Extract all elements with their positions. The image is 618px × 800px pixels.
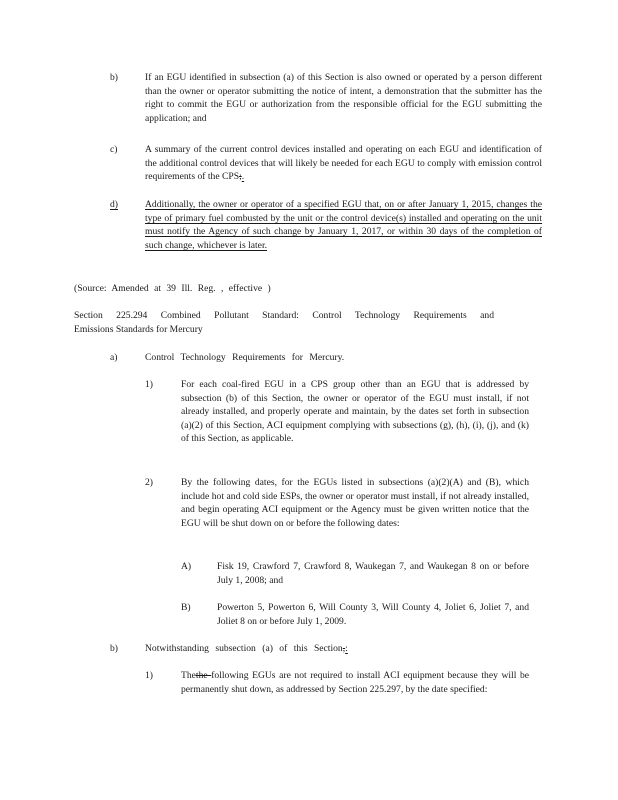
subsection-a-2-A-label: A) xyxy=(181,561,192,572)
item-d-label: d) xyxy=(110,199,118,210)
subsection-a-2-B-label: B) xyxy=(181,602,191,613)
subsection-a-2-text: By the following dates, for the EGUs listed in subsections (a)(2)(A) and (B), which include hot and cold side ESPs, the owner or operator must install, if not already installed, and begin operating ACI equipment or the Agency must be given written notice that the EGU will be shut down on or before the following dates: xyxy=(181,477,529,529)
section-heading-line-2: Emissions Standards for Mercury xyxy=(74,323,203,335)
subsection-b-heading xyxy=(145,642,445,656)
item-c-text xyxy=(145,143,542,184)
section-heading-line-1: Section 225.294 Combined Pollutant Standard: Control Technology Requirements and xyxy=(74,310,494,321)
item-c-inserted-text: . xyxy=(241,171,245,183)
item-c-deleted-text: ; xyxy=(239,171,242,183)
item-b-label: b) xyxy=(110,72,118,83)
subsection-a-1-text: For each coal-fired EGU in a CPS group other than an EGU that is addressed by subsection (b) of this Section, the owner or operator of the EGU must install, if not already installed, and properly operate and maintain, by the dates set forth in subsection (a)(2) of this Section, ACI equipment complying with subsections (g), (h), (i), (j), and (k) of this Section, as applicable. xyxy=(181,379,529,445)
item-c-label: c) xyxy=(110,144,118,155)
item-b-text: If an EGU identified in subsection (a) of this Section is also owned or operated by a person different than the owner or operator submitting the notice of intent, a demonstration that the submitter has the right to commit the EGU or authorization from the responsible official for the EGU submitting the application; and xyxy=(145,72,542,124)
subsection-b-1-text xyxy=(181,669,529,696)
subsection-b-1-label: 1) xyxy=(145,670,153,681)
subsection-a-2-A-text: Fisk 19, Crawford 7, Crawford 8, Waukegan 7, and Waukegan 8 on or before July 1, 2008; and xyxy=(217,561,529,586)
subsection-b-deleted-text: , xyxy=(342,643,346,654)
item-c-text-main: A summary of the current control devices installed and operating on each EGU and identification of the additional control devices that will likely be needed for each EGU to comply with emission control requirements of the CPS xyxy=(145,144,542,183)
subsection-a-2-label: 2) xyxy=(145,477,153,488)
subsection-b-1-text-rest: following EGUs are not required to install ACI equipment because they will be permanently shut down, as addressed by Section 225.297, by the date specified: xyxy=(181,670,529,695)
subsection-b-label: b) xyxy=(110,643,118,654)
source-note: (Source: Amended at 39 Ill. Reg. , effective ) xyxy=(74,283,271,294)
subsection-b-inserted-text: : xyxy=(345,643,348,654)
subsection-b-heading-main: Notwithstanding subsection (a) of this Section xyxy=(145,643,343,654)
subsection-b-1-text-the: The xyxy=(181,670,196,681)
subsection-a-label: a) xyxy=(110,352,118,363)
section-heading xyxy=(74,309,494,336)
subsection-a-1-label: 1) xyxy=(145,379,153,390)
item-d-text: Additionally, the owner or operator of a specified EGU that, on or after January 1, 2015, changes the type of primary fuel combusted by the unit or the control device(s) installed and operating on the unit must notify the Agency of such change by January 1, 2017, or within 30 days of the completion of such change, whichever is later. xyxy=(145,199,542,251)
subsection-b-1-deleted-text: the xyxy=(195,670,212,681)
subsection-a-2-B-text: Powerton 5, Powerton 6, Will County 3, Will County 4, Joliet 6, Joliet 7, and Joliet 8 on or before July 1, 2009. xyxy=(217,602,529,627)
subsection-a-heading: Control Technology Requirements for Mercury. xyxy=(145,352,345,363)
